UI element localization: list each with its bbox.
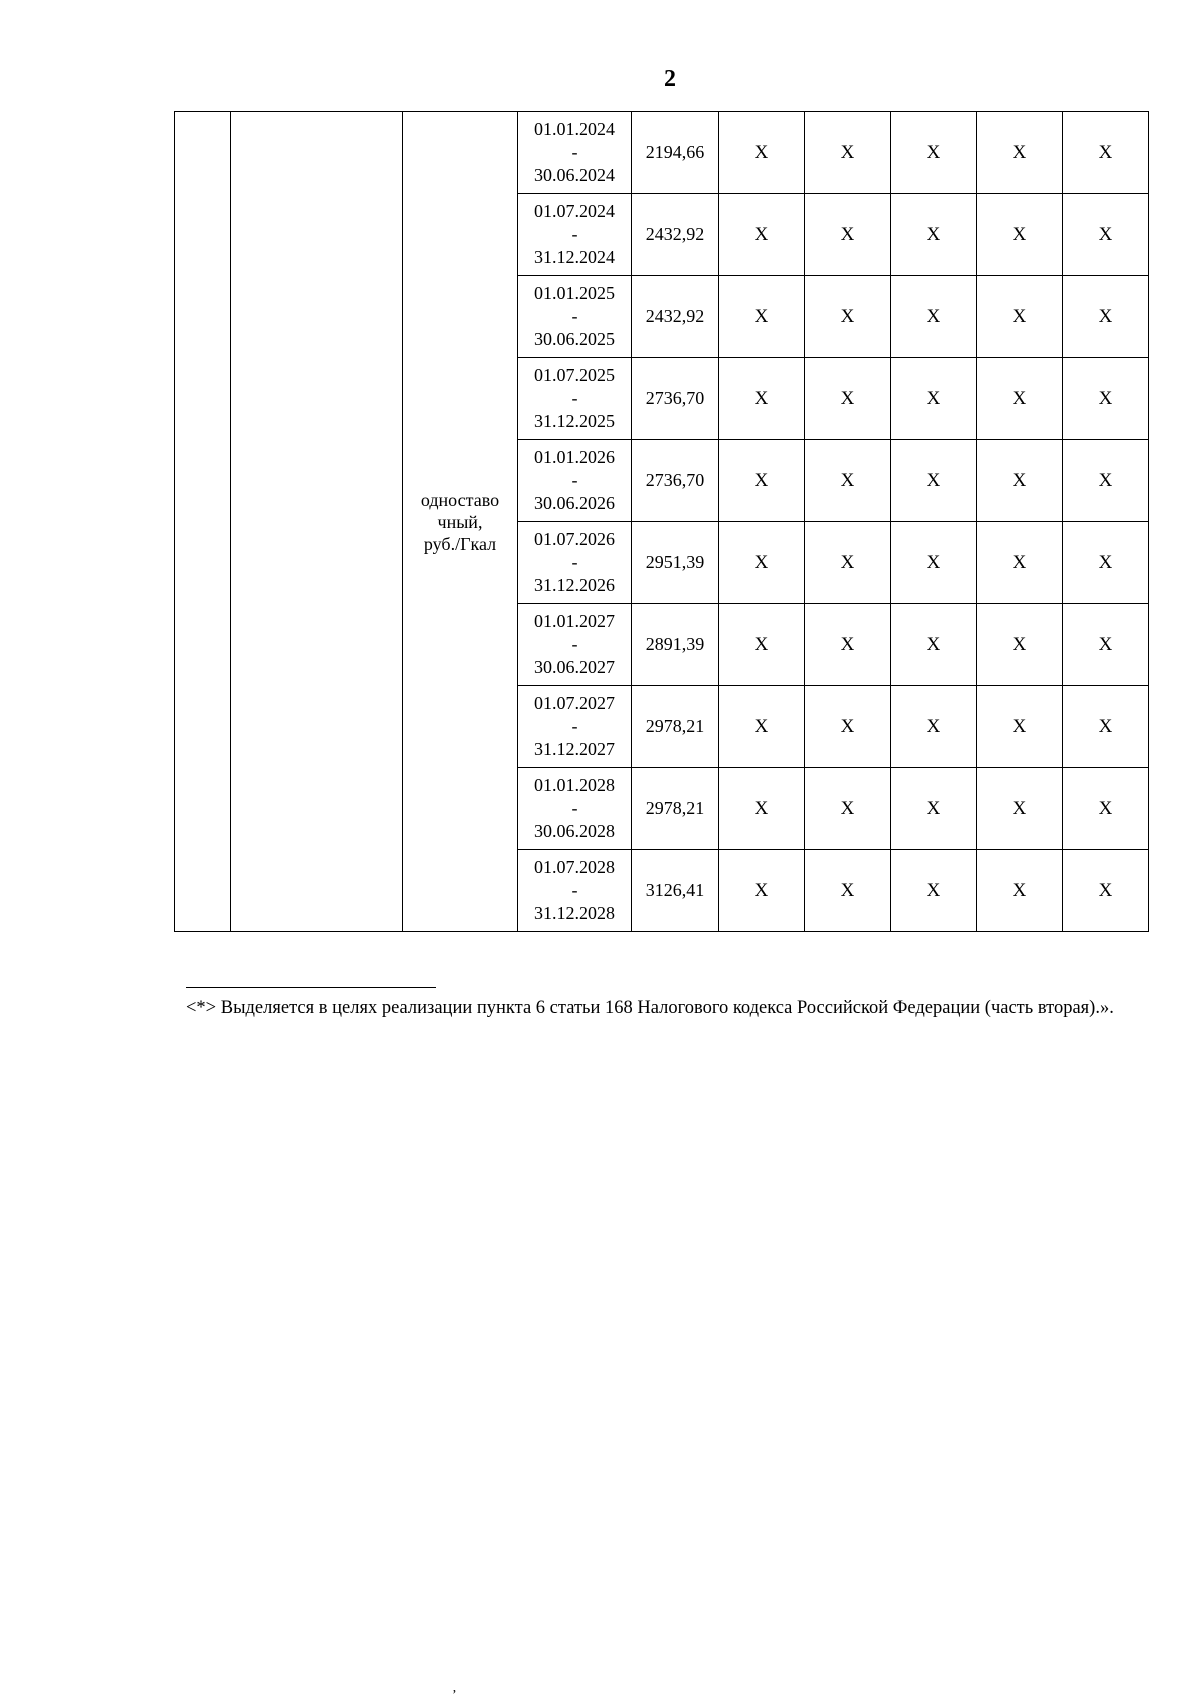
x-mark-cell: X <box>977 768 1063 850</box>
period-cell <box>518 604 632 686</box>
x-mark-cell: X <box>977 686 1063 768</box>
x-mark-cell: X <box>891 604 977 686</box>
x-mark-cell: X <box>977 522 1063 604</box>
tariff-table-body <box>175 112 1149 932</box>
x-mark-cell: X <box>719 440 805 522</box>
period-end: 30.06.2026 <box>534 493 615 513</box>
tariff-value-cell: 2432,92 <box>632 276 719 358</box>
x-mark-cell: X <box>1063 194 1149 276</box>
period-cell <box>518 768 632 850</box>
x-mark-cell: X <box>1063 604 1149 686</box>
period-sep: - <box>571 142 578 162</box>
x-mark-cell: X <box>1063 112 1149 194</box>
x-mark-cell: X <box>1063 276 1149 358</box>
x-mark-cell: X <box>977 358 1063 440</box>
tariff-value-cell: 2194,66 <box>632 112 719 194</box>
period-sep: - <box>571 306 578 326</box>
period-cell <box>518 850 632 932</box>
tariff-value-cell: 3126,41 <box>632 850 719 932</box>
x-mark-cell: X <box>805 440 891 522</box>
period-cell <box>518 112 632 194</box>
x-mark-cell: X <box>977 604 1063 686</box>
period-sep: - <box>571 798 578 818</box>
tariff-unit-label: одноставо <box>420 489 500 510</box>
period-start: 01.07.2028 <box>534 857 615 877</box>
period-sep: - <box>571 224 578 244</box>
x-mark-cell: X <box>891 194 977 276</box>
x-mark-cell: X <box>805 522 891 604</box>
x-mark-cell: X <box>891 276 977 358</box>
x-mark-cell: X <box>977 112 1063 194</box>
x-mark-cell: X <box>1063 768 1149 850</box>
period-end: 31.12.2025 <box>534 411 615 431</box>
x-mark-cell: X <box>977 440 1063 522</box>
x-mark-cell: X <box>1063 522 1149 604</box>
x-mark-cell: X <box>891 358 977 440</box>
x-mark-cell: X <box>719 850 805 932</box>
tariff-table <box>174 111 1149 932</box>
x-mark-cell: X <box>977 276 1063 358</box>
period-cell <box>518 522 632 604</box>
tariff-value-cell: 2978,21 <box>632 686 719 768</box>
footnote-divider <box>186 987 436 988</box>
period-start: 01.01.2025 <box>534 283 615 303</box>
page-number: 2 <box>664 66 676 92</box>
period-end: 31.12.2024 <box>534 247 615 267</box>
period-sep: - <box>571 388 578 408</box>
x-mark-cell: X <box>805 358 891 440</box>
table-row <box>175 112 1149 194</box>
period-start: 01.07.2027 <box>534 693 615 713</box>
x-mark-cell: X <box>719 768 805 850</box>
period-end: 30.06.2028 <box>534 821 615 841</box>
period-end: 31.12.2027 <box>534 739 615 759</box>
tariff-value-cell: 2978,21 <box>632 768 719 850</box>
period-start: 01.01.2026 <box>534 447 615 467</box>
period-end: 31.12.2026 <box>534 575 615 595</box>
x-mark-cell: X <box>805 768 891 850</box>
x-mark-cell: X <box>891 686 977 768</box>
x-mark-cell: X <box>1063 440 1149 522</box>
period-cell <box>518 358 632 440</box>
x-mark-cell: X <box>805 112 891 194</box>
tariff-value-cell: 2951,39 <box>632 522 719 604</box>
x-mark-cell: X <box>719 194 805 276</box>
x-mark-cell: X <box>977 194 1063 276</box>
x-mark-cell: X <box>719 604 805 686</box>
period-end: 30.06.2024 <box>534 165 615 185</box>
tariff-value-cell: 2736,70 <box>632 440 719 522</box>
x-mark-cell: X <box>891 112 977 194</box>
tariff-value-cell: 2432,92 <box>632 194 719 276</box>
period-end: 30.06.2027 <box>534 657 615 677</box>
x-mark-cell: X <box>891 768 977 850</box>
tariff-unit-cell <box>403 112 518 932</box>
x-mark-cell: X <box>1063 850 1149 932</box>
x-mark-cell: X <box>719 686 805 768</box>
x-mark-cell: X <box>719 358 805 440</box>
tariff-value-cell: 2891,39 <box>632 604 719 686</box>
tariff-unit-label: руб./Гкал <box>423 533 497 554</box>
x-mark-cell: X <box>1063 358 1149 440</box>
x-mark-cell: X <box>805 194 891 276</box>
x-mark-cell: X <box>805 276 891 358</box>
period-start: 01.01.2027 <box>534 611 615 631</box>
period-end: 30.06.2025 <box>534 329 615 349</box>
x-mark-cell: X <box>805 686 891 768</box>
tariff-unit-label: чный, <box>437 511 483 532</box>
scan-speck: ʼ <box>452 1688 457 1703</box>
x-mark-cell: X <box>1063 686 1149 768</box>
period-start: 01.01.2028 <box>534 775 615 795</box>
period-cell <box>518 440 632 522</box>
period-cell <box>518 686 632 768</box>
period-start: 01.07.2026 <box>534 529 615 549</box>
x-mark-cell: X <box>977 850 1063 932</box>
x-mark-cell: X <box>891 440 977 522</box>
organization-cell <box>231 112 403 932</box>
x-mark-cell: X <box>719 276 805 358</box>
period-start: 01.07.2025 <box>534 365 615 385</box>
period-start: 01.01.2024 <box>534 119 615 139</box>
footnote: <*> Выделяется в целях реализации пункта 6 статьи 168 Налогового кодекса Российской Федерации (часть вторая).». <box>186 998 1114 1018</box>
period-start: 01.07.2024 <box>534 201 615 221</box>
x-mark-cell: X <box>805 604 891 686</box>
x-mark-cell: X <box>719 112 805 194</box>
x-mark-cell: X <box>805 850 891 932</box>
x-mark-cell: X <box>891 522 977 604</box>
number-cell <box>175 112 231 932</box>
period-cell <box>518 194 632 276</box>
period-sep: - <box>571 880 578 900</box>
period-cell <box>518 276 632 358</box>
x-mark-cell: X <box>719 522 805 604</box>
tariff-value-cell: 2736,70 <box>632 358 719 440</box>
period-sep: - <box>571 634 578 654</box>
period-sep: - <box>571 552 578 572</box>
period-sep: - <box>571 716 578 736</box>
period-sep: - <box>571 470 578 490</box>
period-end: 31.12.2028 <box>534 903 615 923</box>
x-mark-cell: X <box>891 850 977 932</box>
